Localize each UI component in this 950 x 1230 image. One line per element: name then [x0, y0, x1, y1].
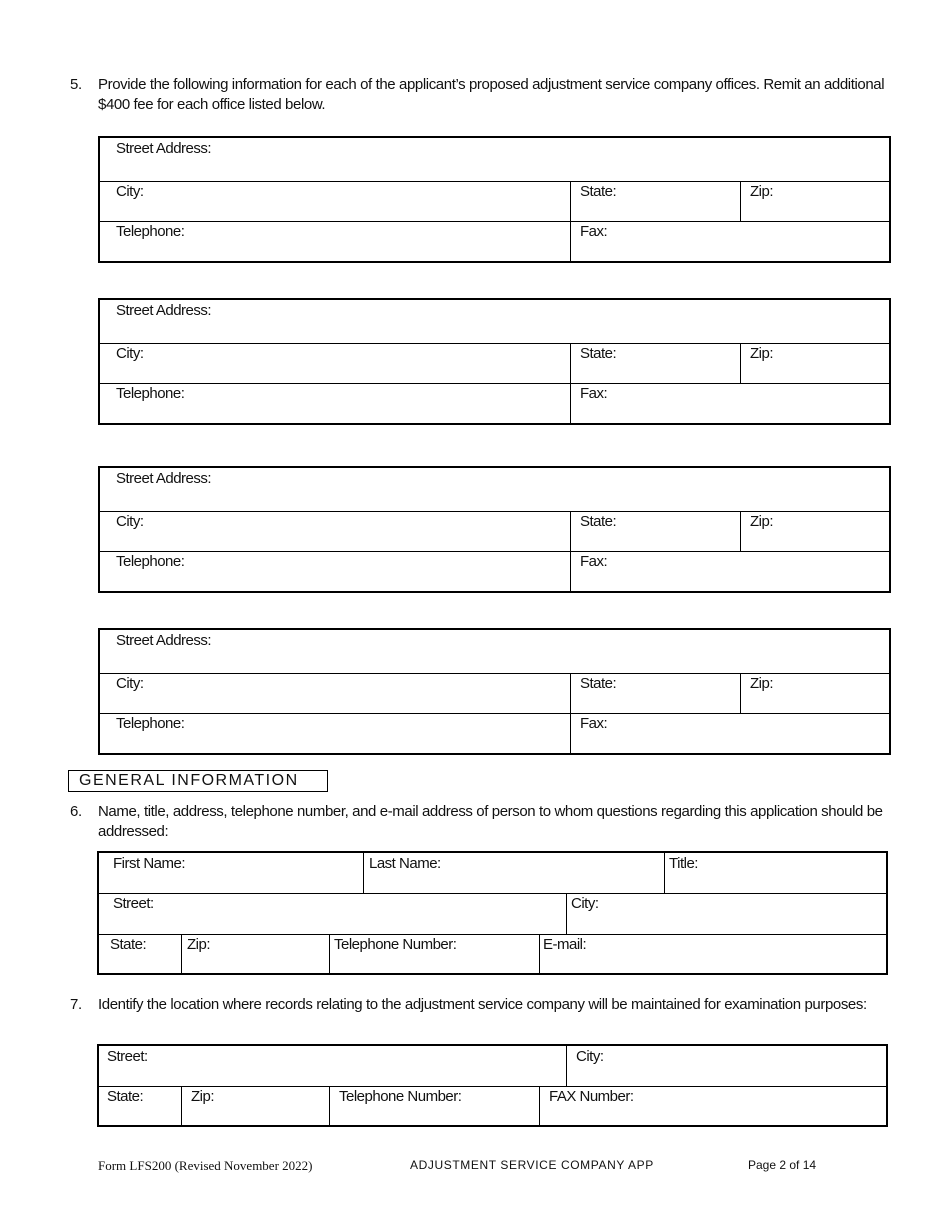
records-location-table	[97, 1044, 888, 1127]
telephone-field[interactable]: Telephone:	[116, 385, 185, 402]
city-field[interactable]: City:	[576, 1048, 604, 1065]
telephone-number-field[interactable]: Telephone Number:	[339, 1088, 462, 1105]
street-field[interactable]: Street:	[107, 1048, 148, 1065]
zip-field[interactable]: Zip:	[750, 513, 774, 530]
city-field[interactable]: City:	[571, 895, 599, 912]
fax-field[interactable]: Fax:	[580, 385, 608, 402]
question-number: 5.	[70, 76, 82, 93]
footer-page-number: Page 2 of 14	[748, 1158, 817, 1172]
zip-field[interactable]: Zip:	[750, 675, 774, 692]
city-field[interactable]: City:	[116, 513, 144, 530]
zip-field[interactable]: Zip:	[750, 183, 774, 200]
state-field[interactable]: State:	[580, 513, 617, 530]
telephone-field[interactable]: Telephone:	[116, 553, 185, 570]
state-field[interactable]: State:	[107, 1088, 144, 1105]
question-text: Name, title, address, telephone number, and e-mail address of person to whom questions regarding this application should be addressed:	[98, 803, 883, 840]
question-text: Provide the following information for each of the applicant’s proposed adjustment service company offices. Remit an additional $400 fee for each office listed below.	[98, 76, 885, 113]
street-address-field[interactable]: Street Address:	[116, 140, 212, 157]
first-name-field[interactable]: First Name:	[113, 855, 186, 872]
state-field[interactable]: State:	[580, 183, 617, 200]
zip-field[interactable]: Zip:	[187, 936, 211, 953]
street-address-field[interactable]: Street Address:	[116, 302, 212, 319]
street-field[interactable]: Street:	[113, 895, 154, 912]
last-name-field[interactable]: Last Name:	[369, 855, 441, 872]
telephone-field[interactable]: Telephone:	[116, 223, 185, 240]
office-block-2	[98, 298, 891, 425]
section-title-general-information: GENERAL INFORMATION	[68, 770, 328, 792]
title-field[interactable]: Title:	[669, 855, 698, 872]
contact-person-table	[97, 851, 888, 975]
question-number: 6.	[70, 803, 82, 820]
footer-app-name: ADJUSTMENT SERVICE COMPANY APP	[410, 1158, 654, 1172]
question-number: 7.	[70, 996, 82, 1013]
question-text: Identify the location where records relating to the adjustment service company will be maintained for examination purposes:	[98, 996, 867, 1013]
fax-field[interactable]: Fax:	[580, 715, 608, 732]
footer-form-id: Form LFS200 (Revised November 2022)	[98, 1158, 313, 1173]
city-field[interactable]: City:	[116, 675, 144, 692]
state-field[interactable]: State:	[580, 675, 617, 692]
city-field[interactable]: City:	[116, 345, 144, 362]
telephone-number-field[interactable]: Telephone Number:	[334, 936, 457, 953]
telephone-field[interactable]: Telephone:	[116, 715, 185, 732]
state-field[interactable]: State:	[110, 936, 147, 953]
office-block-1	[98, 136, 891, 263]
city-field[interactable]: City:	[116, 183, 144, 200]
office-block-3	[98, 466, 891, 593]
street-address-field[interactable]: Street Address:	[116, 632, 212, 649]
zip-field[interactable]: Zip:	[191, 1088, 215, 1105]
fax-field[interactable]: Fax:	[580, 553, 608, 570]
email-field[interactable]: E-mail:	[543, 936, 587, 953]
fax-field[interactable]: Fax:	[580, 223, 608, 240]
state-field[interactable]: State:	[580, 345, 617, 362]
street-address-field[interactable]: Street Address:	[116, 470, 212, 487]
fax-number-field[interactable]: FAX Number:	[549, 1088, 634, 1105]
zip-field[interactable]: Zip:	[750, 345, 774, 362]
office-block-4	[98, 628, 891, 755]
